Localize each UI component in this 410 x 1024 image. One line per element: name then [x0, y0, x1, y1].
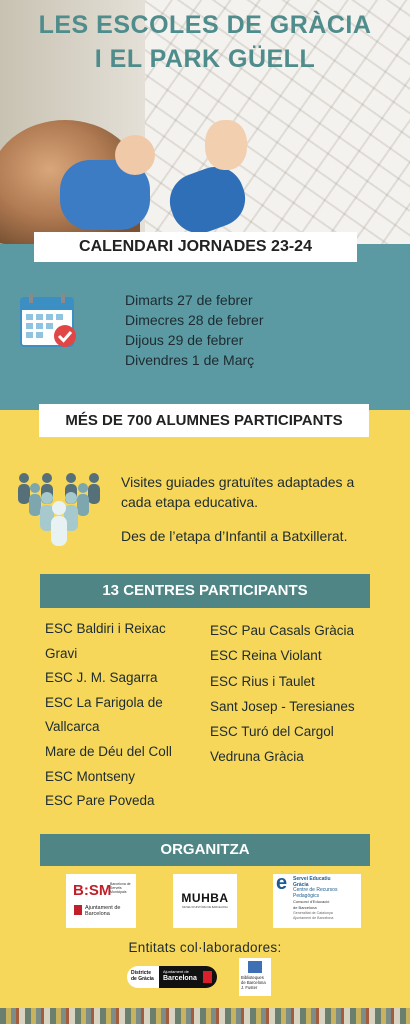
gracia-line: de Gràcia: [131, 976, 154, 982]
list-item: Mare de Déu del Coll: [45, 743, 172, 759]
ceb-line: Ajuntament de Barcelona: [293, 916, 334, 921]
list-item: ESC Turó del Cargol: [210, 724, 334, 740]
stages-text: Des de l’etapa d’Infantil a Batxillerat.: [121, 528, 348, 544]
ceb-line: Gràcia: [293, 881, 309, 888]
bsm-logo: [66, 874, 136, 928]
barcelona-shield-icon: [74, 905, 82, 915]
barcelona-shield-icon: [203, 971, 212, 983]
muhba-mark: MUHBA: [181, 891, 229, 905]
list-item: ESC J. M. Sagarra: [45, 670, 158, 686]
organizers-title: ORGANITZA: [40, 834, 370, 866]
date-item: Divendres 1 de Març: [125, 352, 255, 368]
bsm-city: Ajuntament de Barcelona: [85, 905, 121, 917]
ceb-line: Servei Educatiu: [293, 876, 331, 882]
ceb-line: Generalitat de Catalunya: [293, 910, 333, 915]
date-item: Dijous 29 de febrer: [125, 332, 244, 348]
bib-line: Biblioteques: [241, 975, 264, 980]
list-item: Gravi: [45, 645, 78, 661]
title-line-1: LES ESCOLES DE GRÀCIA: [38, 11, 372, 39]
ceb-logo: [273, 874, 361, 928]
list-item: Sant Josep - Teresianes: [210, 698, 355, 714]
bsm-mark: B:SM: [73, 882, 112, 899]
ceb-text: [293, 877, 359, 922]
date-item: Dimecres 28 de febrer: [125, 312, 264, 328]
list-item: ESC Montseny: [45, 768, 136, 784]
list-item: ESC Rius i Taulet: [210, 673, 315, 689]
calendar-check-icon: [19, 292, 77, 350]
bib-line: J. Fuster: [241, 985, 258, 990]
list-item: ESC Reina Violant: [210, 648, 322, 664]
date-item: Dimarts 27 de febrer: [125, 292, 253, 308]
biblioteques-logo: [239, 958, 271, 996]
bsm-subtitle: Barcelona de Serveis Municipals: [110, 882, 131, 894]
centres-title: 13 CENTRES PARTICIPANTS: [40, 574, 370, 608]
barcelona-line: Barcelona: [163, 975, 197, 982]
students-title: MÉS DE 700 ALUMNES PARTICIPANTS: [39, 404, 369, 437]
list-item: ESC La Farigola de: [45, 694, 163, 710]
calendar-dates: [125, 290, 264, 370]
list-item: ESC Pau Casals Gràcia: [210, 623, 355, 638]
ceb-mark: e: [276, 872, 288, 894]
visits-text: Visites guiades gratuïtes adaptades a cada etapa educativa.: [121, 474, 355, 510]
title-line-2: I EL PARK GÜELL: [94, 45, 316, 73]
list-item: Vallcarca: [45, 719, 100, 735]
centres-list-left: [45, 617, 205, 814]
gracia-line: Districte: [131, 970, 152, 976]
muhba-logo: [173, 874, 237, 928]
gracia-logo: [127, 966, 217, 988]
barcelona-line: Ajuntament de: [163, 969, 189, 974]
ceb-line: de Barcelona: [293, 904, 317, 910]
page-title: [0, 8, 410, 76]
bib-line: de Barcelona: [241, 980, 266, 985]
visits-description: [121, 472, 361, 546]
child-hand-pointing: [205, 120, 247, 170]
ceb-line: Consorci d'Educació: [293, 899, 330, 905]
muhba-subtitle: MUSEU D'HISTÒRIA DE BARCELONA: [182, 906, 228, 909]
child-hand: [115, 135, 155, 175]
collaborators-title: Entitats col·laboradores:: [128, 940, 282, 955]
gracia-text: [131, 970, 154, 982]
calendar-title: CALENDARI JORNADES 23-24: [34, 232, 357, 262]
ceb-line: Centre de Recursos: [293, 887, 338, 894]
list-item: ESC Pare Poveda: [45, 793, 155, 809]
biblioteques-text: [241, 975, 269, 990]
hero-photo: [0, 0, 410, 244]
biblioteques-mark-icon: [248, 961, 262, 973]
list-item: Vedruna Gràcia: [210, 749, 304, 765]
ceb-line: Pedagògics: [293, 892, 320, 899]
barcelona-text: [163, 969, 197, 983]
centres-list-right: [210, 618, 390, 770]
mosaic-footer-strip: [0, 1008, 410, 1024]
list-item: ESC Baldiri i Reixac: [45, 621, 166, 636]
people-group-icon: [14, 470, 104, 550]
